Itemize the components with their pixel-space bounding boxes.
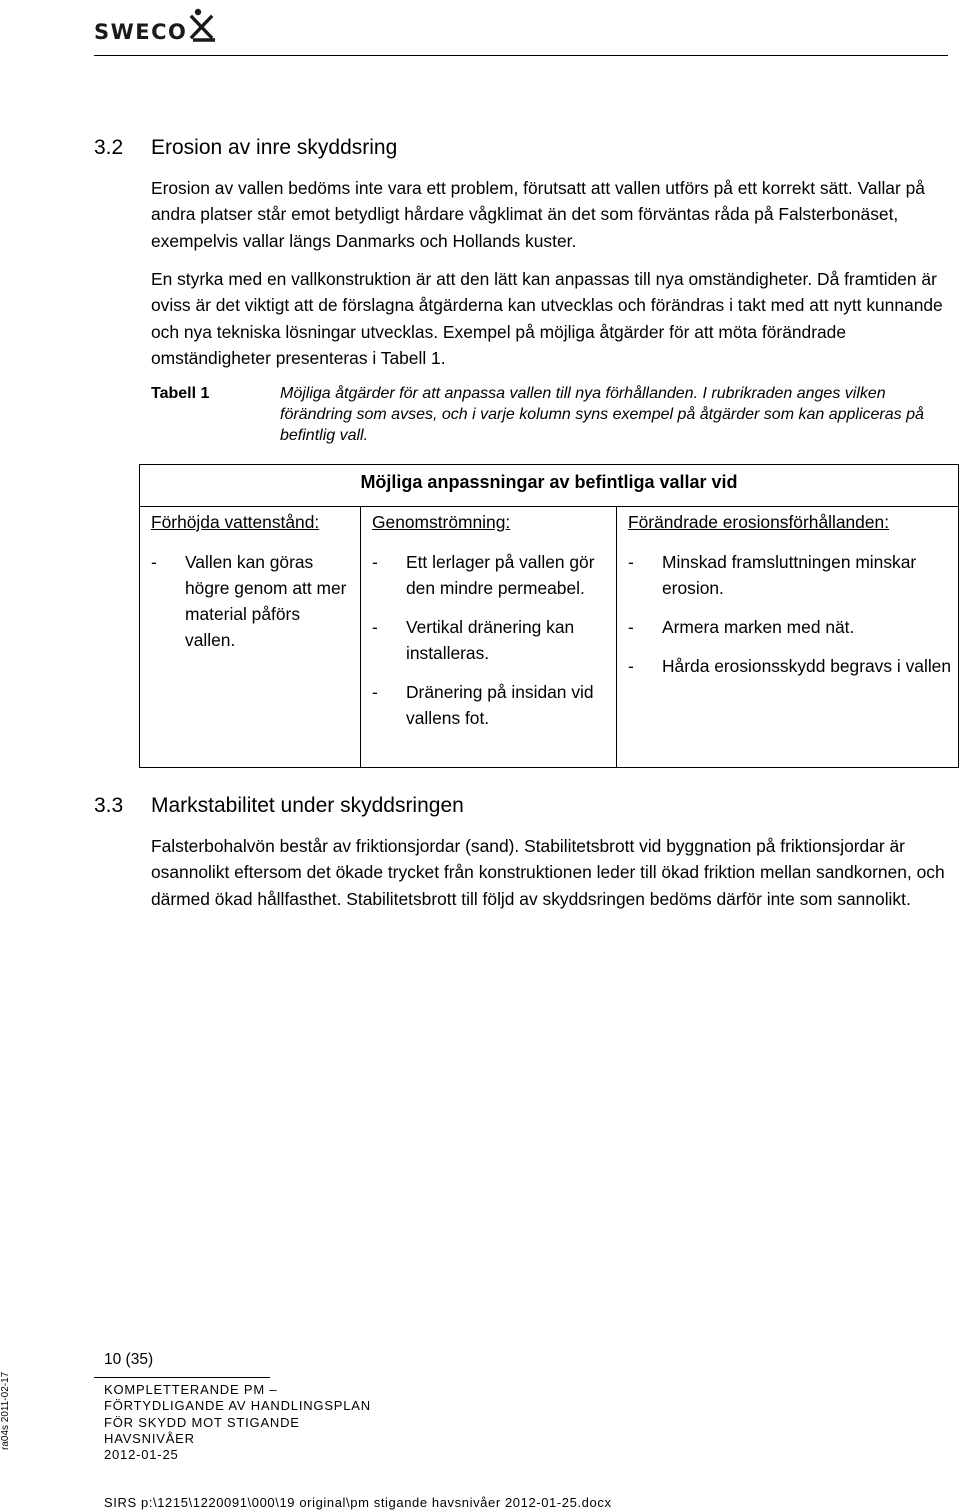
paragraph: En styrka med en vallkonstruktion är att den lätt kan anpassas till nya omständigheter. Då framtiden är oviss är det viktigt att de förslagna åtgärderna kan utvecklas och förändras i takt med att nytt kunnande och nya tekniska lösningar utvecklas. Exempel på möjliga åtgärder för att möta förändrade omständigheter presenteras i Tabell 1.	[151, 269, 943, 368]
paragraph: Erosion av vallen bedöms inte vara ett problem, förutsatt att vallen utförs på ett korrekt sätt. Vallar på andra platser står emot betydligt hårdare vågklimat än det som förväntas råda på Falsterbonäset, exempelvis vallar längs Danmarks och Hollands kuster.	[151, 178, 925, 251]
section-number: 3.3	[94, 794, 124, 817]
section-title: Markstabilitet under skyddsringen	[151, 794, 464, 817]
list-item: - Vallen kan göras högre genom att mer material påförs vallen.	[151, 552, 347, 650]
column-list	[151, 549, 354, 666]
logo-text: SWECO	[94, 20, 188, 44]
table-column	[361, 507, 617, 767]
column-title: Förändrade erosionsförhållanden:	[628, 512, 890, 532]
column-list	[628, 549, 952, 692]
section-heading-3-2	[94, 135, 397, 161]
paragraph: Falsterbohalvön består av friktionsjordar (sand). Stabilitetsbrott vid byggnation på friktionsjordar är osannolikt eftersom det ökade trycket från konstruktionen leder till ökad friktion mellan sandkornen, och därmed ökad hållfasthet. Stabilitetsbrott till följd av skyddsringen bedöms därför inte som sannolikt.	[151, 836, 945, 909]
footer-document-title: KOMPLETTERANDE PM – FÖRTYDLIGANDE AV HANDLINGSPLAN FÖR SKYDD MOT STIGANDE HAVSNIVÅER 2012-01-25	[104, 1382, 371, 1463]
caption-label: Tabell 1	[151, 385, 210, 402]
column-title: Förhöjda vattenstånd:	[151, 512, 320, 532]
list-item: - Ett lerlager på vallen gör den mindre permeabel.	[372, 552, 595, 598]
footer-file-path: SIRS p:\1215\1220091\000\19 original\pm stigande havsnivåer 2012-01-25.docx	[104, 1495, 612, 1510]
list-item: - Minskad framsluttningen minskar erosion.	[628, 552, 917, 598]
footer-rule	[94, 1377, 270, 1378]
side-code: ra04s 2011-02-17	[0, 1371, 11, 1450]
list-item: - Armera marken med nät.	[628, 617, 855, 637]
list-item: - Vertikal dränering kan installeras.	[372, 617, 575, 663]
caption-text: Möjliga åtgärder för att anpassa vallen till nya förhållanden. I rubrikraden anges vilken förändring som avses, och i varje kolumn syns exempel på åtgärder som kan appliceras på befintlig vall.	[280, 385, 924, 444]
sweco-figure-icon	[189, 8, 219, 42]
list-item: - Dränering på insidan vid vallens fot.	[372, 682, 594, 728]
section-title: Erosion av inre skyddsring	[151, 136, 398, 159]
section-number: 3.2	[94, 136, 124, 159]
table-header: Möjliga anpassningar av befintliga vallar vid	[140, 465, 958, 507]
sweco-logo	[94, 8, 219, 44]
table-column	[617, 507, 958, 767]
section-heading-3-3	[94, 793, 464, 819]
header-rule	[94, 55, 948, 56]
table-column	[140, 507, 361, 767]
page-number: 10 (35)	[104, 1351, 154, 1368]
list-item: - Hårda erosionsskydd begravs i vallen	[628, 656, 952, 676]
column-title: Genomströmning:	[372, 512, 511, 532]
measures-table	[139, 464, 959, 768]
column-list	[372, 549, 610, 744]
